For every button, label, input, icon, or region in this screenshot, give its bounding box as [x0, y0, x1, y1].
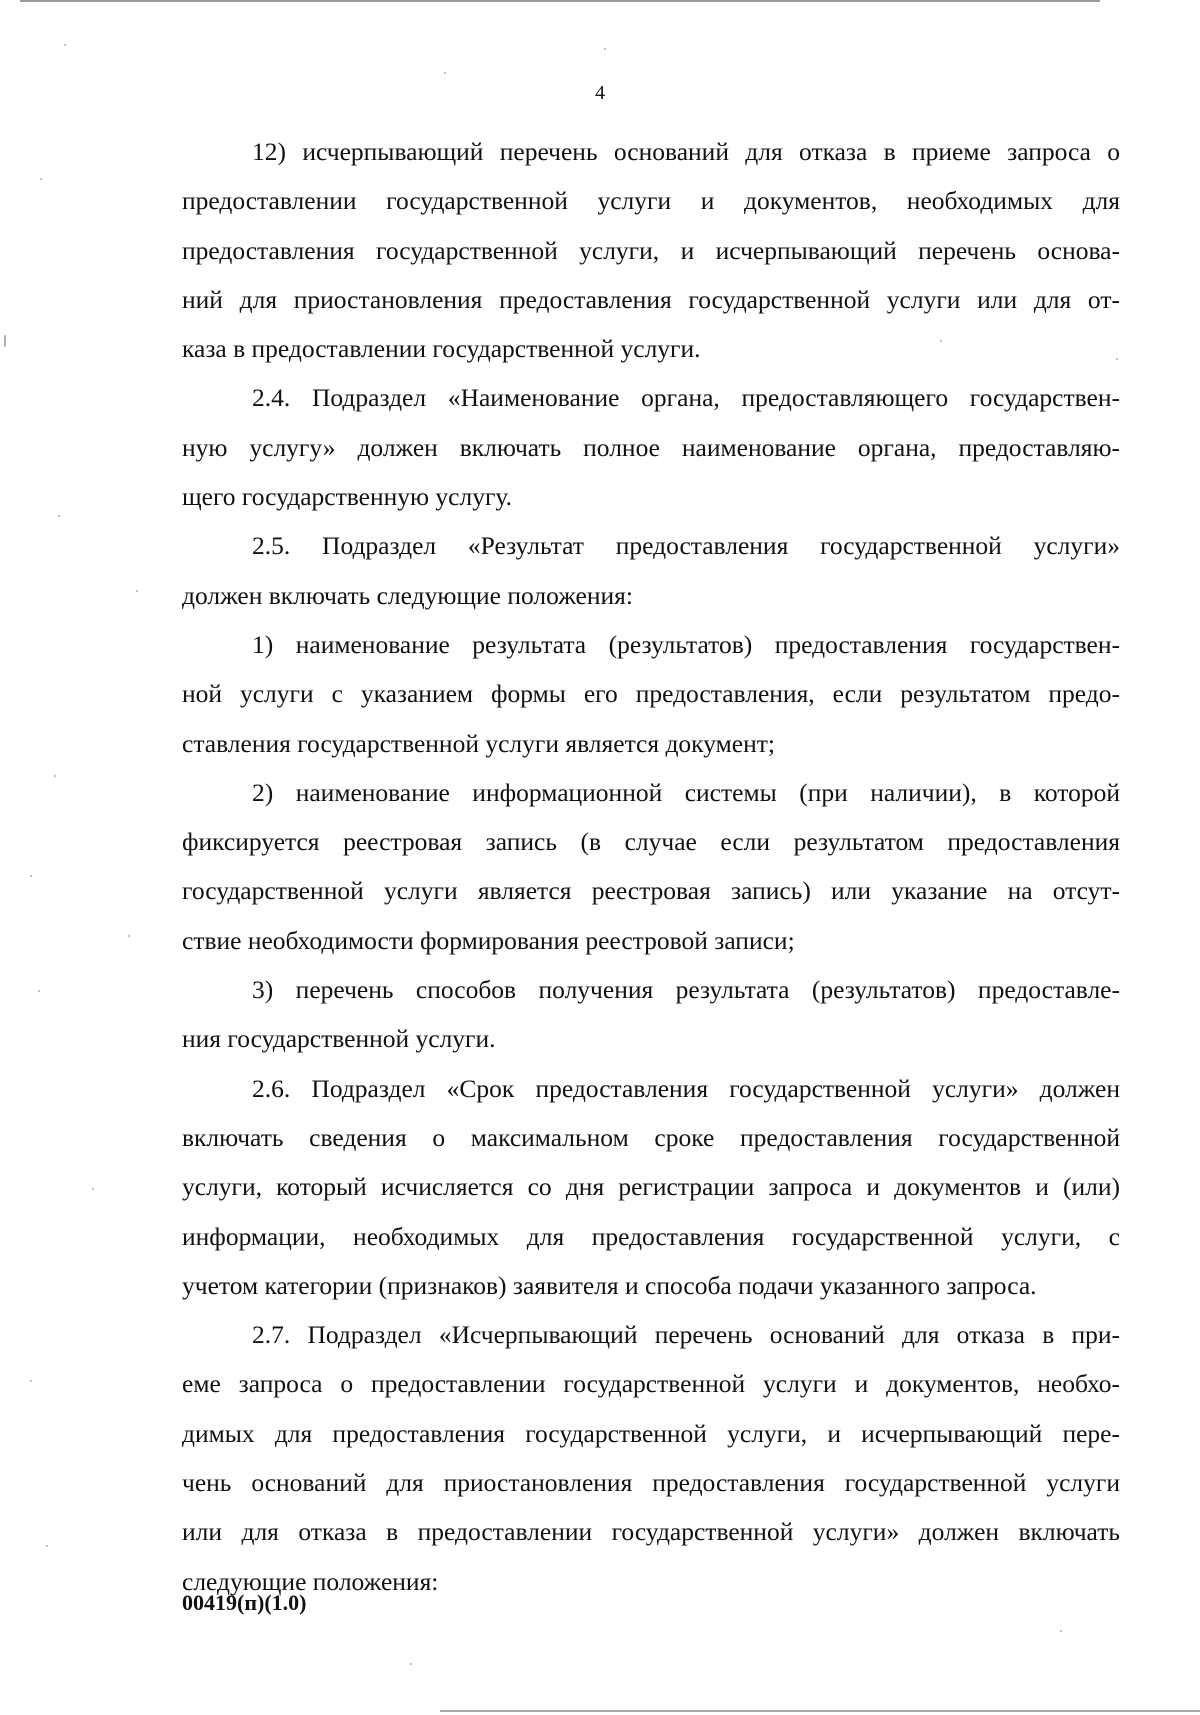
- text-line: еме запроса о предоставлении государственной услуги и документов, необхо-: [182, 1369, 1120, 1399]
- scan-speck: [46, 1545, 48, 1547]
- scan-speck: [444, 72, 446, 74]
- text-line: ставления государственной услуги является документ;: [182, 728, 775, 758]
- scan-speck: [136, 590, 138, 592]
- scan-speck: [1060, 1630, 1062, 1632]
- text-line: 3) перечень способов получения результата (результатов) предоставле-: [252, 975, 1120, 1005]
- text-line: предоставлении государственной услуги и документов, необходимых для: [182, 186, 1120, 216]
- text-line: 2.6. Подраздел «Срок предоставления государственной услуги» должен: [252, 1073, 1120, 1103]
- text-line: должен включать следующие положения:: [182, 580, 633, 610]
- text-line: 2.7. Подраздел «Исчерпывающий перечень оснований для отказа в при-: [252, 1320, 1120, 1350]
- scan-speck: [54, 775, 56, 777]
- text-line: чень оснований для приостановления предоставления государственной услуги: [182, 1468, 1120, 1498]
- text-line: ную услугу» должен включать полное наименование органа, предоставляю-: [182, 432, 1120, 462]
- scan-speck: [410, 1663, 412, 1665]
- scan-top-edge: [20, 0, 1100, 2]
- scan-speck: [38, 990, 40, 992]
- text-line: ствие необходимости формирования реестровой записи;: [182, 925, 795, 955]
- scan-speck: [64, 44, 66, 46]
- scan-speck: [30, 1380, 32, 1382]
- body-text: [182, 127, 1120, 1606]
- page-number: 4: [595, 82, 605, 104]
- document-code: 00419(п)(1.0): [182, 1590, 307, 1615]
- text-line: государственной услуги является реестровая запись) или указание на отсут-: [182, 876, 1120, 906]
- text-line: 1) наименование результата (результатов) предоставления государствен-: [252, 629, 1120, 659]
- scan-speck: [58, 515, 60, 517]
- text-line: информации, необходимых для предоставления государственной услуги, с: [182, 1221, 1120, 1251]
- scan-speck: [604, 48, 606, 50]
- text-line: включать сведения о максимальном сроке предоставления государственной: [182, 1122, 1120, 1152]
- text-line: 2) наименование информационной системы (при наличии), в которой: [252, 777, 1120, 807]
- text-line: 2.4. Подраздел «Наименование органа, предоставляющего государствен-: [252, 383, 1120, 413]
- text-line: каза в предоставлении государственной услуги.: [182, 334, 701, 364]
- text-line: ний для приостановления предоставления государственной услуги или для от-: [182, 284, 1120, 314]
- text-line: щего государственную услугу.: [182, 482, 512, 512]
- text-line: учетом категории (признаков) заявителя и способа подачи указанного запроса.: [182, 1270, 1037, 1300]
- text-line: следующие положения:: [182, 1566, 439, 1596]
- scan-bottom-edge: [440, 1710, 1200, 1712]
- scan-speck: [4, 335, 6, 347]
- text-line: предоставления государственной услуги, и исчерпывающий перечень основа-: [182, 235, 1120, 265]
- text-line: ния государственной услуги.: [182, 1024, 496, 1054]
- text-line: или для отказа в предоставлении государственной услуги» должен включать: [182, 1517, 1120, 1547]
- text-line: ной услуги с указанием формы его предоставления, если результатом предо-: [182, 679, 1120, 709]
- text-line: 12) исчерпывающий перечень оснований для отказа в приеме запроса о: [252, 137, 1120, 166]
- scan-speck: [128, 935, 130, 937]
- scan-speck: [940, 340, 942, 342]
- scan-speck: [92, 1188, 94, 1190]
- text-line: услуги, который исчисляется со дня регистрации запроса и документов и (или): [182, 1172, 1120, 1202]
- text-line: димых для предоставления государственной услуги, и исчерпывающий пере-: [182, 1418, 1120, 1448]
- scan-speck: [1116, 358, 1118, 360]
- scan-speck: [30, 875, 32, 877]
- scan-speck: [40, 178, 42, 180]
- text-line: 2.5. Подраздел «Результат предоставления государственной услуги»: [252, 531, 1120, 561]
- text-line: фиксируется реестровая запись (в случае если результатом предоставления: [182, 827, 1120, 857]
